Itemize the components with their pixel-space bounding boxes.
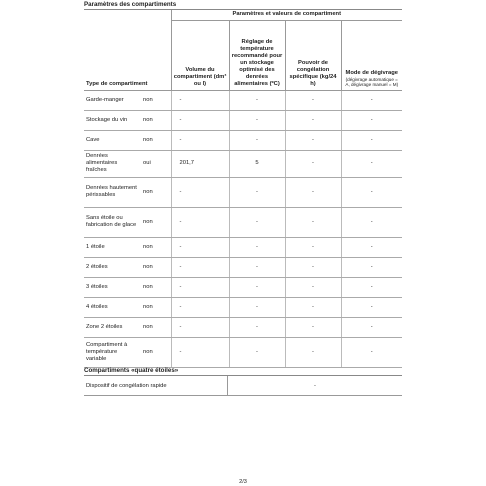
table-row: [84, 90, 402, 110]
table-row: [84, 177, 402, 207]
cell-type: Compartiment à température variable: [84, 337, 141, 367]
cell-type: Denrées hautement périssables: [84, 177, 141, 207]
cell-temperature: -: [229, 337, 285, 367]
page-number: 2/3: [239, 479, 247, 485]
cell-has: non: [141, 257, 171, 277]
cell-volume: -: [171, 277, 229, 297]
table-row: [84, 237, 402, 257]
cell-type: 1 étoile: [84, 237, 141, 257]
cell-power: -: [285, 130, 341, 150]
fast-freeze-row: [84, 376, 402, 396]
cell-mode: -: [341, 207, 402, 237]
cell-mode: -: [341, 110, 402, 130]
cell-volume: -: [171, 337, 229, 367]
cell-power: -: [285, 337, 341, 367]
cell-power: -: [285, 110, 341, 130]
cell-power: -: [285, 177, 341, 207]
cell-type: 2 étoiles: [84, 257, 141, 277]
cell-has: non: [141, 317, 171, 337]
section-title-compartment-parameters: Paramètres des compartiments: [84, 1, 402, 10]
cell-temperature: -: [229, 177, 285, 207]
cell-temperature: -: [229, 110, 285, 130]
cell-mode: -: [341, 177, 402, 207]
cell-has: non: [141, 177, 171, 207]
cell-power: -: [285, 150, 341, 177]
cell-volume: -: [171, 237, 229, 257]
cell-type: Zone 2 étoiles: [84, 317, 141, 337]
cell-type: Sans étoile ou fabrication de glace: [84, 207, 141, 237]
header-group: Paramètres et valeurs de compartiment: [171, 10, 402, 20]
header-temperature: Réglage de température recommandé pour un stockage optimisé des denrées alimentaires (ºC): [229, 20, 285, 90]
table-row: [84, 337, 402, 367]
header-defrost-mode: [341, 20, 402, 90]
cell-volume: -: [171, 297, 229, 317]
cell-has: non: [141, 277, 171, 297]
cell-volume: -: [171, 130, 229, 150]
cell-volume: -: [171, 110, 229, 130]
cell-has: non: [141, 130, 171, 150]
cell-power: -: [285, 257, 341, 277]
cell-type: Stockage du vin: [84, 110, 141, 130]
cell-mode: -: [341, 150, 402, 177]
table-row: [84, 297, 402, 317]
cell-has: oui: [141, 150, 171, 177]
cell-volume: -: [171, 90, 229, 110]
table-row: [84, 317, 402, 337]
header-freezing-power: Pouvoir de congélation spécifique (kg/24 h): [285, 20, 341, 90]
cell-mode: -: [341, 257, 402, 277]
header-compartment-type: Type de compartiment: [84, 20, 171, 90]
cell-power: -: [285, 207, 341, 237]
cell-mode: -: [341, 90, 402, 110]
fast-freeze-label: Dispositif de congélation rapide: [84, 376, 228, 395]
table-row: [84, 130, 402, 150]
compartment-parameters-table: [84, 10, 402, 368]
cell-power: -: [285, 297, 341, 317]
table-row: [84, 150, 402, 177]
cell-has: non: [141, 337, 171, 367]
cell-temperature: -: [229, 317, 285, 337]
cell-temperature: -: [229, 297, 285, 317]
cell-temperature: -: [229, 207, 285, 237]
cell-type: Garde-manger: [84, 90, 141, 110]
cell-mode: -: [341, 297, 402, 317]
cell-temperature: -: [229, 90, 285, 110]
cell-power: -: [285, 237, 341, 257]
cell-mode: -: [341, 130, 402, 150]
header-spacer: [84, 10, 171, 20]
cell-mode: -: [341, 237, 402, 257]
cell-has: non: [141, 297, 171, 317]
header-volume: Volume du compartiment (dm³ ou l): [171, 20, 229, 90]
header-defrost-mode-title: Mode de dégivrage: [345, 69, 398, 76]
header-defrost-mode-legend: (dégivrage automatique = A, dégivrage manuel = M): [345, 76, 399, 87]
section-title-four-star: Compartiments «quatre étoiles»: [84, 367, 402, 376]
cell-volume: -: [171, 207, 229, 237]
cell-type: 3 étoiles: [84, 277, 141, 297]
cell-volume: -: [171, 257, 229, 277]
cell-temperature: -: [229, 257, 285, 277]
table-row: [84, 277, 402, 297]
cell-temperature: -: [229, 130, 285, 150]
cell-mode: -: [341, 317, 402, 337]
cell-volume: -: [171, 317, 229, 337]
cell-power: -: [285, 317, 341, 337]
table-row: [84, 207, 402, 237]
cell-type: 4 étoiles: [84, 297, 141, 317]
cell-has: non: [141, 237, 171, 257]
table-row: [84, 110, 402, 130]
cell-volume: 201,7: [171, 150, 229, 177]
cell-mode: -: [341, 277, 402, 297]
cell-temperature: -: [229, 237, 285, 257]
cell-has: non: [141, 207, 171, 237]
table-row: [84, 257, 402, 277]
cell-power: -: [285, 90, 341, 110]
fast-freeze-value: -: [314, 382, 316, 389]
cell-mode: -: [341, 337, 402, 367]
cell-temperature: -: [229, 277, 285, 297]
cell-power: -: [285, 277, 341, 297]
cell-has: non: [141, 90, 171, 110]
cell-volume: -: [171, 177, 229, 207]
cell-type: Denrées alimentaires fraîches: [84, 150, 141, 177]
cell-has: non: [141, 110, 171, 130]
cell-type: Cave: [84, 130, 141, 150]
cell-temperature: 5: [229, 150, 285, 177]
